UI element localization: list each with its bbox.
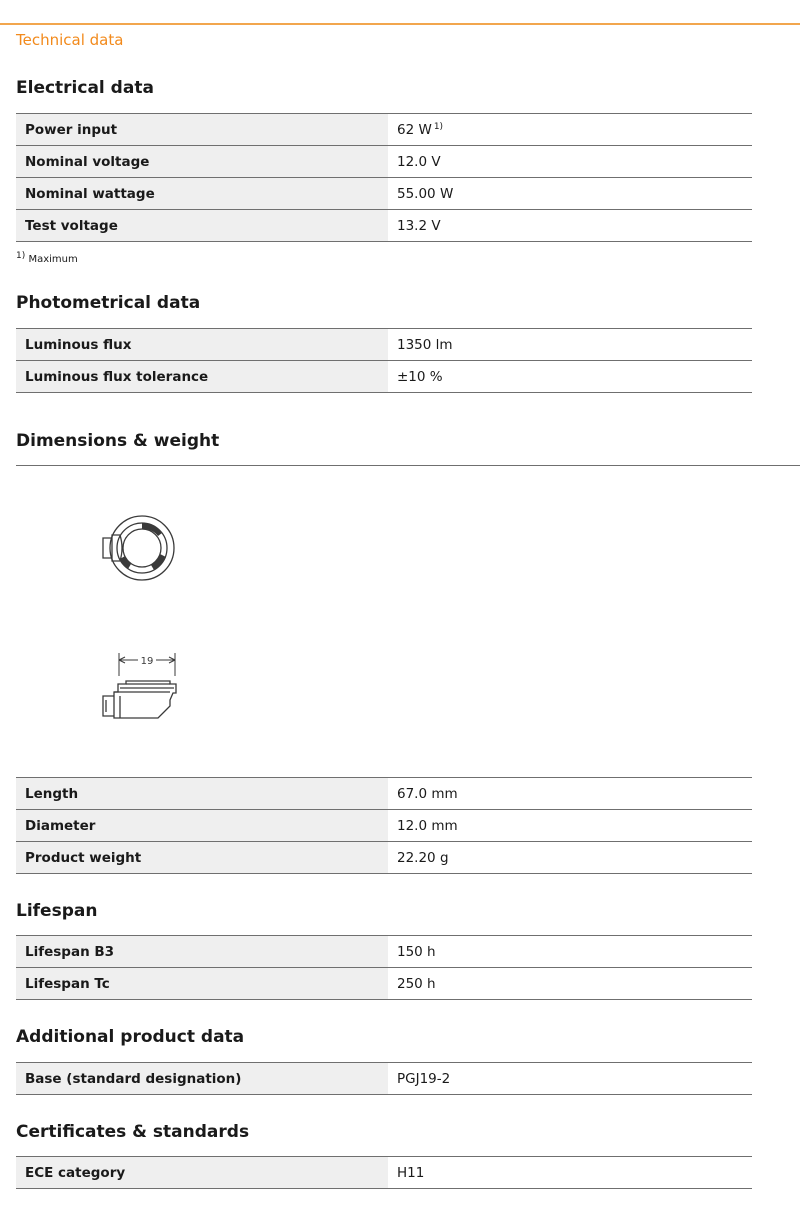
table-row [16,936,752,968]
row-value: 22.20 g [388,842,752,874]
row-value: 55.00 W [388,178,752,210]
row-label: Lifespan B3 [16,936,388,968]
bulb-front-view-drawing [98,515,180,581]
row-value: 12.0 mm [388,810,752,842]
row-value: 150 h [388,936,752,968]
table-row [16,1157,752,1189]
footnote-text: Maximum [28,254,78,265]
footnote-mark: 1) [16,251,26,261]
row-label: Product weight [16,842,388,874]
row-value: 67.0 mm [388,778,752,810]
row-value-cell [388,114,752,146]
dimensions-heading: Dimensions & weight [16,431,220,451]
top-accent-rule [0,23,800,25]
row-value: 13.2 V [388,210,752,242]
row-label: Luminous flux [16,329,388,361]
footnote-ref: 1) [433,121,444,132]
row-label: Length [16,778,388,810]
row-value: 1350 lm [388,329,752,361]
section-divider [16,465,800,466]
row-value: 250 h [388,968,752,1000]
row-label: Power input [16,114,388,146]
photometrical-table [16,328,752,393]
table-row [16,146,752,178]
bulb-side-view-drawing [98,648,180,723]
table-row [16,361,752,393]
additional-table [16,1062,752,1095]
certificates-table [16,1156,752,1189]
row-label: Luminous flux tolerance [16,361,388,393]
row-value: H11 [388,1157,752,1189]
row-value: 12.0 V [388,146,752,178]
row-value: PGJ19-2 [388,1063,752,1095]
row-label: Nominal voltage [16,146,388,178]
row-label: Test voltage [16,210,388,242]
table-row [16,210,752,242]
electrical-heading: Electrical data [16,78,154,98]
lifespan-heading: Lifespan [16,901,98,921]
row-value: ±10 % [388,361,752,393]
table-row [16,778,752,810]
row-label: Diameter [16,810,388,842]
dimension-label: 19 [140,656,154,667]
table-row [16,1063,752,1095]
photometrical-heading: Photometrical data [16,293,201,313]
certificates-heading: Certificates & standards [16,1122,250,1142]
electrical-table [16,113,752,242]
dimensions-table [16,777,752,874]
row-value: 62 W [397,121,432,138]
lifespan-table [16,935,752,1000]
table-row [16,329,752,361]
footnote [16,251,78,265]
table-row [16,810,752,842]
row-label: Nominal wattage [16,178,388,210]
table-row [16,114,752,146]
table-row [16,968,752,1000]
table-row [16,842,752,874]
additional-heading: Additional product data [16,1027,245,1047]
page-title: Technical data [16,31,124,49]
row-label: Lifespan Tc [16,968,388,1000]
row-label: ECE category [16,1157,388,1189]
table-row [16,178,752,210]
row-label: Base (standard designation) [16,1063,388,1095]
